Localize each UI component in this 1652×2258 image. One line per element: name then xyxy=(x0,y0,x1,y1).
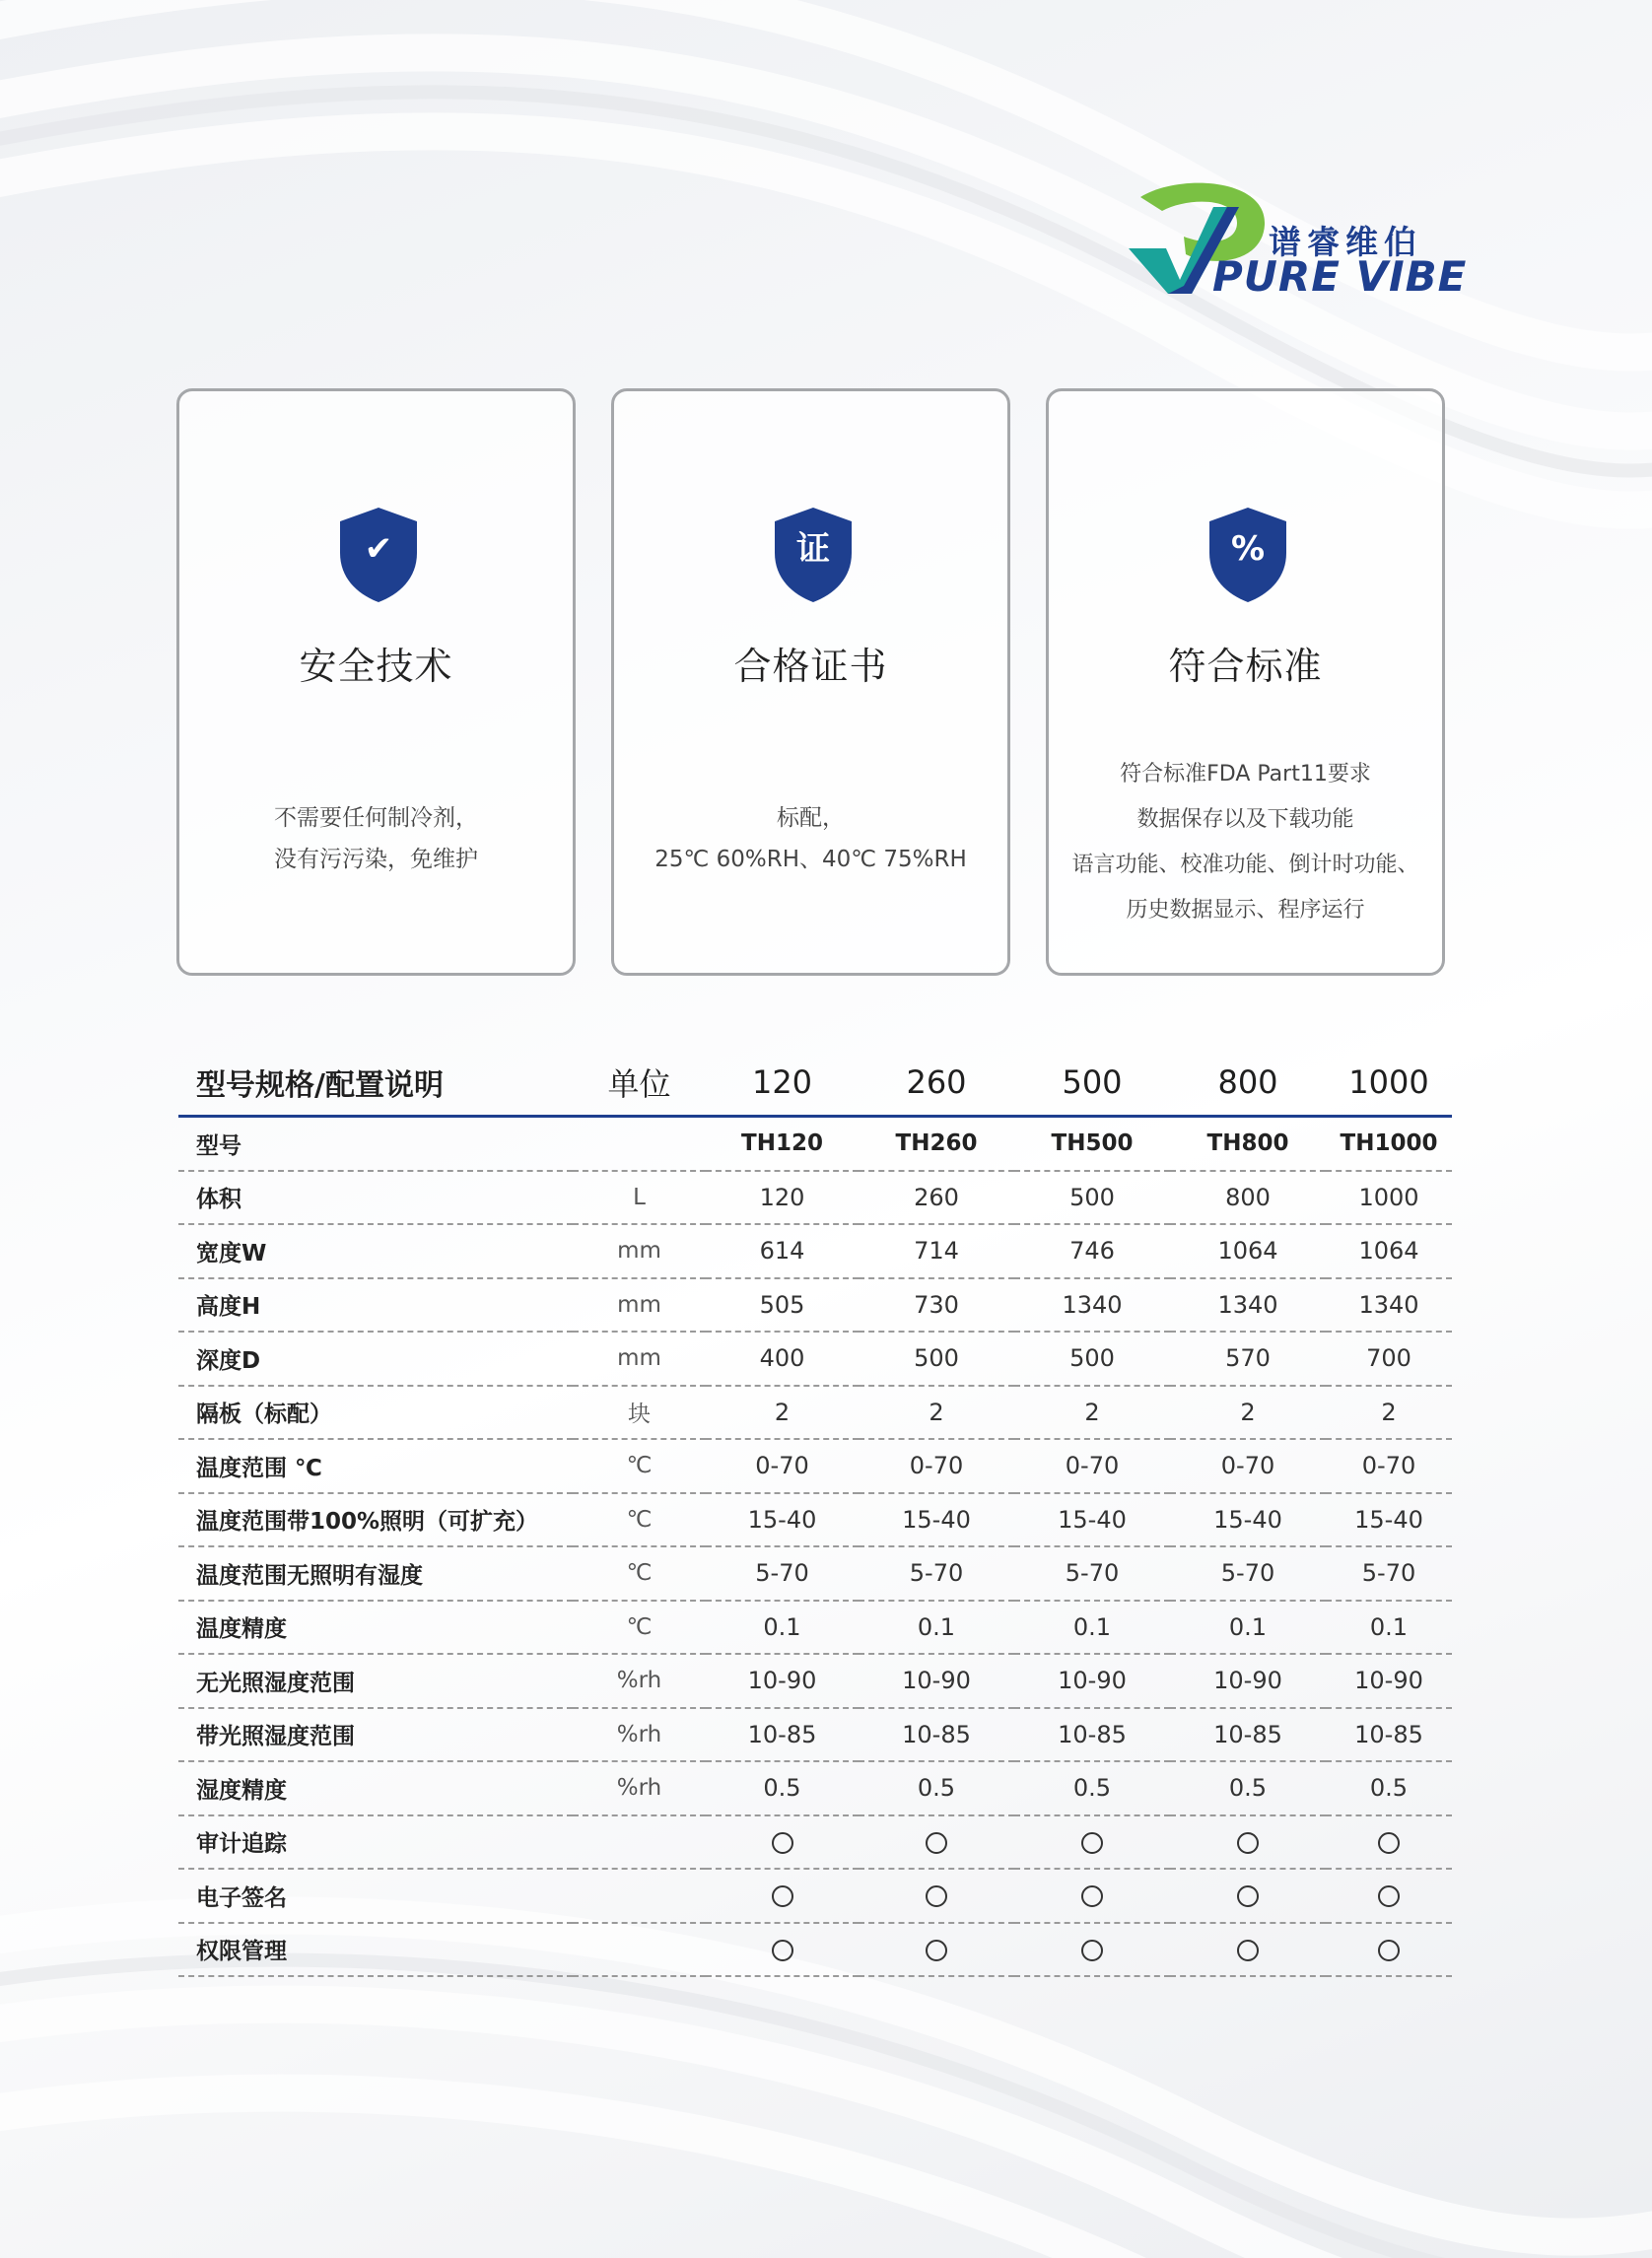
table-body xyxy=(178,1117,1452,1977)
feature-card-standard xyxy=(1046,388,1445,976)
circle-icon xyxy=(926,1885,947,1907)
table-row xyxy=(178,1117,1452,1171)
table-row xyxy=(178,1761,1452,1815)
value-cell: 570 xyxy=(1170,1332,1326,1386)
feature-available-cell xyxy=(859,1923,1014,1977)
row-unit: mm xyxy=(573,1332,706,1386)
table-header-row xyxy=(178,1050,1452,1117)
value-cell: TH260 xyxy=(859,1117,1014,1171)
value-cell: 0-70 xyxy=(706,1439,859,1493)
header-unit: 单位 xyxy=(573,1050,706,1117)
value-cell: 5-70 xyxy=(1014,1546,1170,1601)
header-model-500: 500 xyxy=(1014,1050,1170,1117)
row-label: 温度范围带100%照明（可扩充） xyxy=(178,1493,573,1547)
value-cell: 10-85 xyxy=(1326,1708,1452,1762)
value-cell: 120 xyxy=(706,1171,859,1225)
row-label: 体积 xyxy=(178,1171,573,1225)
row-label: 电子签名 xyxy=(178,1869,573,1923)
card-desc-line: 25℃ 60%RH、40℃ 75%RH xyxy=(654,847,967,872)
feature-available-cell xyxy=(1170,1869,1326,1923)
value-cell: 500 xyxy=(859,1332,1014,1386)
circle-icon xyxy=(772,1885,793,1907)
value-cell: 1064 xyxy=(1170,1224,1326,1278)
row-unit: ℃ xyxy=(573,1493,706,1547)
value-cell: 0.1 xyxy=(859,1601,1014,1655)
header-model-120: 120 xyxy=(706,1050,859,1117)
feature-available-cell xyxy=(706,1923,859,1977)
value-cell: 0.1 xyxy=(1014,1601,1170,1655)
value-cell: 505 xyxy=(706,1278,859,1333)
feature-available-cell xyxy=(1326,1815,1452,1870)
value-cell: 0-70 xyxy=(1170,1439,1326,1493)
row-label: 无光照湿度范围 xyxy=(178,1654,573,1708)
header-spec: 型号规格/配置说明 xyxy=(178,1050,573,1117)
row-label: 宽度W xyxy=(178,1224,573,1278)
feature-available-cell xyxy=(1014,1815,1170,1870)
table-row xyxy=(178,1869,1452,1923)
circle-icon xyxy=(772,1832,793,1854)
value-cell: 700 xyxy=(1326,1332,1452,1386)
row-unit xyxy=(573,1869,706,1923)
card-desc-line: 不需要任何制冷剂， xyxy=(274,805,478,831)
value-cell: 0.1 xyxy=(1326,1601,1452,1655)
row-label: 型号 xyxy=(178,1117,573,1171)
value-cell: TH1000 xyxy=(1326,1117,1452,1171)
value-cell: 0.5 xyxy=(706,1761,859,1815)
table-row xyxy=(178,1171,1452,1225)
value-cell: 500 xyxy=(1014,1171,1170,1225)
value-cell: 10-90 xyxy=(859,1654,1014,1708)
value-cell: 1064 xyxy=(1326,1224,1452,1278)
row-label: 温度精度 xyxy=(178,1601,573,1655)
row-unit: ℃ xyxy=(573,1546,706,1601)
value-cell: 5-70 xyxy=(1326,1546,1452,1601)
feature-available-cell xyxy=(706,1869,859,1923)
card-desc-line: 符合标准FDA Part11要求 xyxy=(1120,762,1371,787)
feature-available-cell xyxy=(1170,1815,1326,1870)
row-label: 湿度精度 xyxy=(178,1761,573,1815)
table-row xyxy=(178,1708,1452,1762)
value-cell: 10-85 xyxy=(859,1708,1014,1762)
circle-icon xyxy=(1378,1940,1400,1961)
table-row xyxy=(178,1923,1452,1977)
spec-table-wrapper xyxy=(178,1050,1452,1977)
feature-available-cell xyxy=(1014,1869,1170,1923)
circle-icon xyxy=(1378,1885,1400,1907)
value-cell: 260 xyxy=(859,1171,1014,1225)
value-cell: 2 xyxy=(1014,1386,1170,1440)
value-cell: 1340 xyxy=(1170,1278,1326,1333)
value-cell: 5-70 xyxy=(706,1546,859,1601)
circle-icon xyxy=(1081,1885,1103,1907)
feature-available-cell xyxy=(859,1869,1014,1923)
header-model-800: 800 xyxy=(1170,1050,1326,1117)
value-cell: 0.5 xyxy=(1326,1761,1452,1815)
card-description xyxy=(1049,752,1442,933)
row-unit: 块 xyxy=(573,1386,706,1440)
table-row xyxy=(178,1332,1452,1386)
value-cell: 1340 xyxy=(1326,1278,1452,1333)
circle-icon xyxy=(926,1940,947,1961)
spec-table xyxy=(178,1050,1452,1977)
brand-name-cn: 谱睿维伯 xyxy=(1269,223,1422,261)
row-unit: %rh xyxy=(573,1654,706,1708)
value-cell: 714 xyxy=(859,1224,1014,1278)
table-row xyxy=(178,1546,1452,1601)
feature-cards xyxy=(176,388,1454,984)
value-cell: 0-70 xyxy=(859,1439,1014,1493)
header-model-260: 260 xyxy=(859,1050,1014,1117)
value-cell: 10-90 xyxy=(1170,1654,1326,1708)
value-cell: 2 xyxy=(1170,1386,1326,1440)
row-unit: %rh xyxy=(573,1708,706,1762)
row-label: 温度范围无照明有湿度 xyxy=(178,1546,573,1601)
value-cell: 10-85 xyxy=(706,1708,859,1762)
feature-card-certificate xyxy=(611,388,1010,976)
value-cell: 0.5 xyxy=(859,1761,1014,1815)
value-cell: 15-40 xyxy=(1170,1493,1326,1547)
value-cell: 10-90 xyxy=(1326,1654,1452,1708)
card-desc-line: 标配， xyxy=(777,805,845,831)
value-cell: 800 xyxy=(1170,1171,1326,1225)
row-unit: ℃ xyxy=(573,1439,706,1493)
table-row xyxy=(178,1815,1452,1870)
value-cell: 1000 xyxy=(1326,1171,1452,1225)
brand-name-en: PURE VIBE xyxy=(1212,252,1468,301)
row-unit: mm xyxy=(573,1224,706,1278)
row-unit: %rh xyxy=(573,1761,706,1815)
value-cell: 15-40 xyxy=(706,1493,859,1547)
row-unit xyxy=(573,1117,706,1171)
card-desc-line: 数据保存以及下载功能 xyxy=(1136,807,1354,832)
row-unit xyxy=(573,1923,706,1977)
circle-icon xyxy=(1081,1832,1103,1854)
row-label: 深度D xyxy=(178,1332,573,1386)
row-unit: ℃ xyxy=(573,1601,706,1655)
card-desc-line: 没有污污染，免维护 xyxy=(274,847,478,872)
value-cell: 0.1 xyxy=(706,1601,859,1655)
feature-available-cell xyxy=(706,1815,859,1870)
card-title: 符合标准 xyxy=(1168,645,1323,688)
value-cell: 0.5 xyxy=(1014,1761,1170,1815)
table-row xyxy=(178,1224,1452,1278)
circle-icon xyxy=(1378,1832,1400,1854)
value-cell: 10-90 xyxy=(1014,1654,1170,1708)
row-unit: L xyxy=(573,1171,706,1225)
value-cell: 0.5 xyxy=(1170,1761,1326,1815)
shield-glyph: % xyxy=(1230,529,1266,569)
row-label: 高度H xyxy=(178,1278,573,1333)
card-desc-line: 历史数据显示、程序运行 xyxy=(1126,898,1365,923)
header-model-1000: 1000 xyxy=(1326,1050,1452,1117)
value-cell: TH800 xyxy=(1170,1117,1326,1171)
value-cell: 5-70 xyxy=(1170,1546,1326,1601)
feature-available-cell xyxy=(1326,1923,1452,1977)
row-label: 带光照湿度范围 xyxy=(178,1708,573,1762)
row-label: 审计追踪 xyxy=(178,1815,573,1870)
circle-icon xyxy=(1081,1940,1103,1961)
feature-card-safety xyxy=(176,388,576,976)
table-row xyxy=(178,1601,1452,1655)
value-cell: 400 xyxy=(706,1332,859,1386)
value-cell: 500 xyxy=(1014,1332,1170,1386)
value-cell: 2 xyxy=(859,1386,1014,1440)
value-cell: 2 xyxy=(706,1386,859,1440)
card-description xyxy=(179,797,573,880)
table-row xyxy=(178,1493,1452,1547)
card-title: 安全技术 xyxy=(299,645,453,688)
shield-glyph: ✔ xyxy=(364,529,393,569)
feature-available-cell xyxy=(859,1815,1014,1870)
table-row xyxy=(178,1278,1452,1333)
value-cell: TH120 xyxy=(706,1117,859,1171)
feature-available-cell xyxy=(1170,1923,1326,1977)
value-cell: 10-85 xyxy=(1170,1708,1326,1762)
row-unit xyxy=(573,1815,706,1870)
table-row xyxy=(178,1654,1452,1708)
row-label: 隔板（标配） xyxy=(178,1386,573,1440)
value-cell: 15-40 xyxy=(1014,1493,1170,1547)
value-cell: TH500 xyxy=(1014,1117,1170,1171)
table-row xyxy=(178,1386,1452,1440)
value-cell: 730 xyxy=(859,1278,1014,1333)
value-cell: 10-85 xyxy=(1014,1708,1170,1762)
feature-available-cell xyxy=(1014,1923,1170,1977)
card-description xyxy=(614,797,1007,880)
circle-icon xyxy=(926,1832,947,1854)
value-cell: 2 xyxy=(1326,1386,1452,1440)
shield-glyph: 证 xyxy=(796,529,830,569)
value-cell: 0-70 xyxy=(1014,1439,1170,1493)
value-cell: 614 xyxy=(706,1224,859,1278)
value-cell: 15-40 xyxy=(1326,1493,1452,1547)
card-desc-line: 语言功能、校准功能、倒计时功能、 xyxy=(1071,853,1419,877)
circle-icon xyxy=(1237,1940,1259,1961)
circle-icon xyxy=(1237,1885,1259,1907)
value-cell: 15-40 xyxy=(859,1493,1014,1547)
feature-available-cell xyxy=(1326,1869,1452,1923)
value-cell: 0.1 xyxy=(1170,1601,1326,1655)
table-row xyxy=(178,1439,1452,1493)
value-cell: 10-90 xyxy=(706,1654,859,1708)
row-unit: mm xyxy=(573,1278,706,1333)
value-cell: 746 xyxy=(1014,1224,1170,1278)
card-title: 合格证书 xyxy=(733,645,888,688)
brand-logo xyxy=(1119,177,1468,301)
row-label: 温度范围 ℃ xyxy=(178,1439,573,1493)
value-cell: 5-70 xyxy=(859,1546,1014,1601)
row-label: 权限管理 xyxy=(178,1923,573,1977)
circle-icon xyxy=(1237,1832,1259,1854)
circle-icon xyxy=(772,1940,793,1961)
value-cell: 1340 xyxy=(1014,1278,1170,1333)
value-cell: 0-70 xyxy=(1326,1439,1452,1493)
